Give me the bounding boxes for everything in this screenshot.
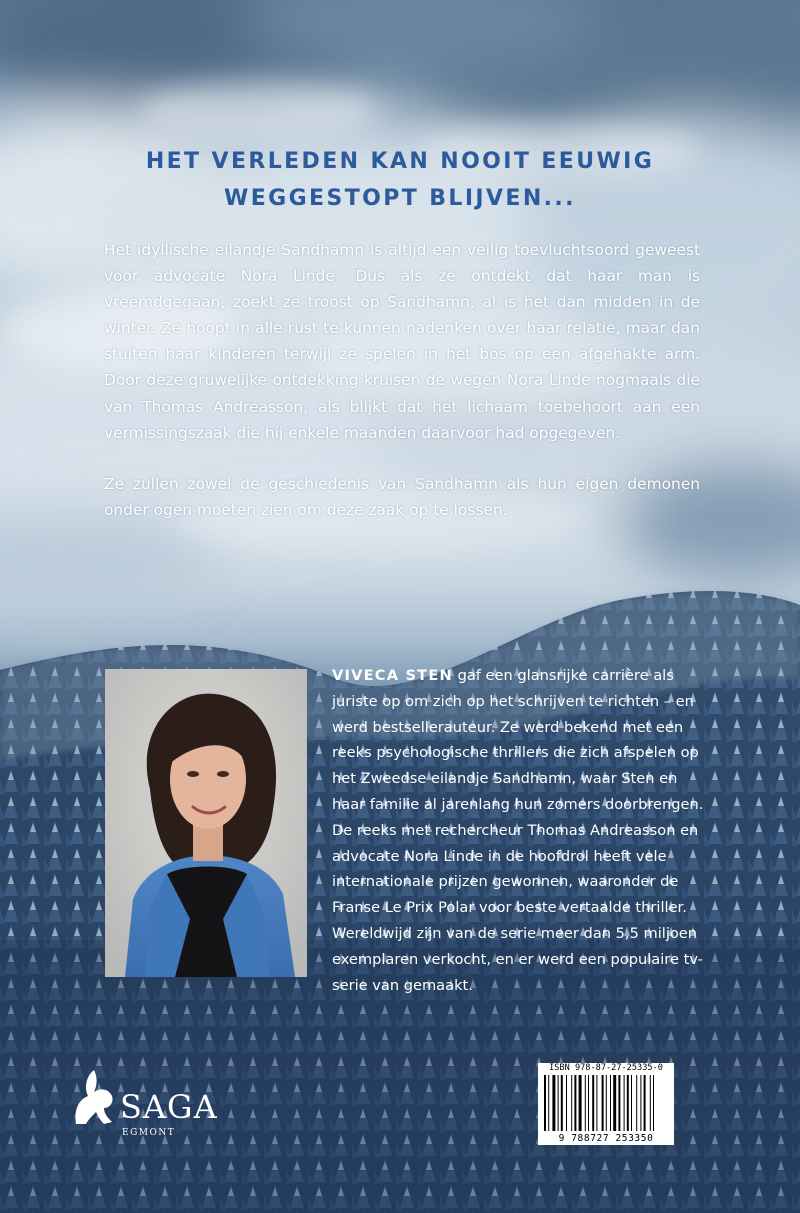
publisher-subname: EGMONT xyxy=(122,1128,176,1138)
barcode-bars xyxy=(542,1075,670,1133)
headline-line-1: HET VERLEDEN KAN NOOIT EEUWIG xyxy=(145,149,655,174)
author-name: VIVECA STEN xyxy=(332,667,453,684)
publisher-logo xyxy=(68,1062,248,1142)
publisher-name: SAGA xyxy=(120,1088,218,1126)
author-photo xyxy=(105,669,307,977)
rabbit-icon xyxy=(68,1066,118,1126)
blurb-paragraph-2: Ze zullen zowel de geschiedenis van Sandhamn als hun eigen demonen onder ogen moeten zien om deze zaak op te lossen. xyxy=(104,474,700,519)
isbn-label: ISBN 978-87-27-25335-0 xyxy=(549,1063,663,1073)
isbn-barcode xyxy=(538,1063,674,1145)
barcode-digits: 9 788727 253350 xyxy=(558,1133,654,1144)
blurb-paragraph-1: Het idyllische eilandje Sandhamn is altijd een veilig toevluchtsoord geweest voor advocate Nora Linde. Dus als ze ontdekt dat haar man is vreemdgegaan, zoekt ze troost op Sandhamn, al is het dan midden in de winter. Ze hoopt in alle rust te kunnen nadenken over haar relatie, maar dan stuiten haar kinderen terwijl ze spelen in het bos op een afgehakte arm. Door deze gruwelijke ontdekking kruisen de wegen Nora Linde nogmaals die van Thomas Andreasson, als blijkt dat het lichaam toebehoort aan een vermissingszaak die hij enkele maanden daarvoor had opgegeven. xyxy=(104,241,700,442)
author-bio xyxy=(332,663,710,998)
blurb xyxy=(104,237,700,523)
headline xyxy=(0,143,800,217)
author-bio-text: gaf een glansrijke carrière als juriste op om zich op het schrijven te richten – en werd bestsellerauteur. Ze werd bekend met een reeks psychologische thrillers die zich afspelen op het Zweedse eilandje Sandhamn, waar Sten en haar familie al jarenlang hun zomers doorbrengen. De reeks met rechercheur Thomas Andreasson en advocate Nora Linde in de hoofdrol heeft vele internationale prijzen gewonnen, waaronder de Franse Le Prix Polar voor beste vertaalde thriller. Wereldwijd zijn van de serie meer dan 5,5 miljoen exemplaren verkocht, en er werd een populaire tv-serie van gemaakt. xyxy=(332,667,704,994)
headline-line-2: WEGGESTOPT BLIJVEN... xyxy=(224,186,576,211)
